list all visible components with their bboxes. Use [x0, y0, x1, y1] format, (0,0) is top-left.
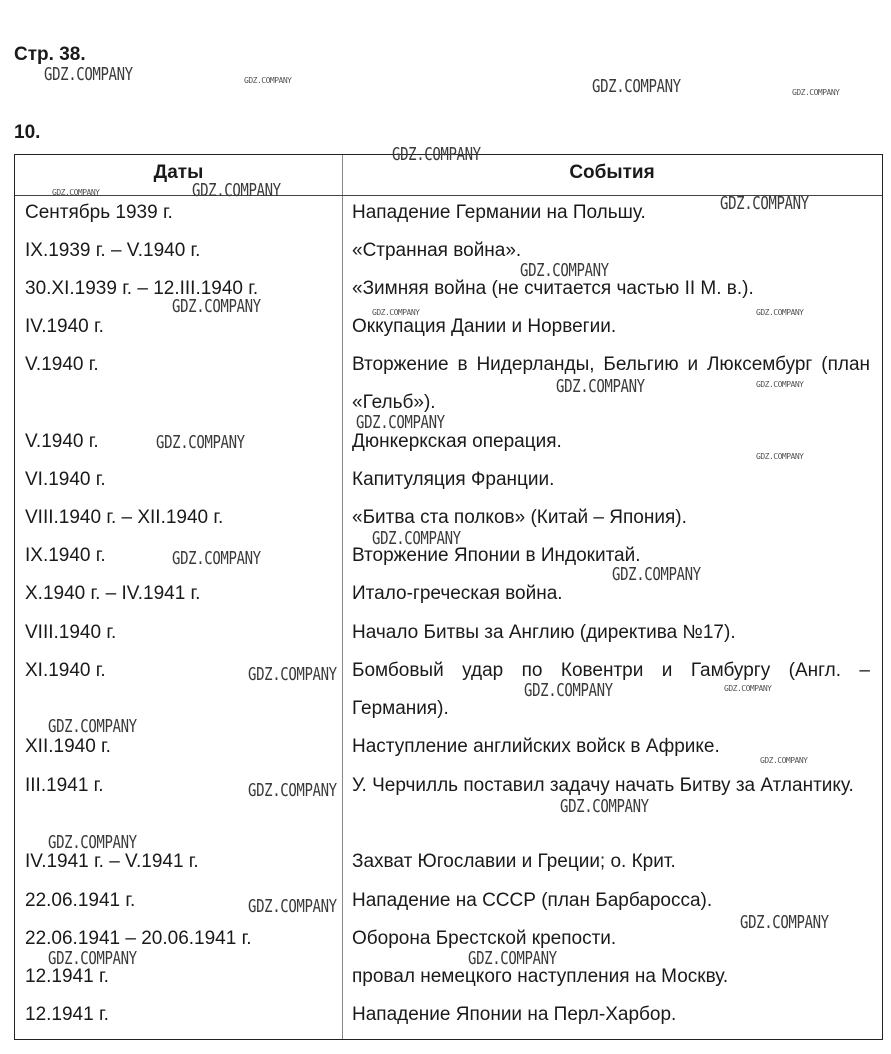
header-events: События: [569, 162, 655, 183]
watermark: GDZ.COMPANY: [244, 76, 292, 85]
row-14-event: У. Черчилль поставил задачу начать Битву за Атлантику.: [352, 775, 854, 796]
row-8-date: VIII.1940 г. – XII.1940 г.: [25, 507, 224, 528]
column-divider: [342, 155, 343, 1039]
row-9-date: IX.1940 г.: [25, 545, 106, 566]
row-1-date: Сентябрь 1939 г.: [25, 202, 173, 223]
row-8-event: «Битва ста полков» (Китай – Япония).: [352, 507, 687, 528]
row-5-event: Вторжение в Нидерланды, Бельгию и Люксембург (план «Гельб»).: [352, 354, 870, 413]
watermark: GDZ.COMPANY: [156, 432, 245, 453]
row-11-date: VIII.1940 г.: [25, 622, 117, 643]
watermark: GDZ.COMPANY: [724, 684, 772, 693]
row-17-event: Оборона Брестской крепости.: [352, 928, 617, 949]
watermark: GDZ.COMPANY: [372, 308, 420, 317]
watermark: GDZ.COMPANY: [48, 832, 137, 853]
row-12-date: XI.1940 г.: [25, 660, 106, 681]
row-19-date: 12.1941 г.: [25, 1004, 109, 1025]
row-7-date: VI.1940 г.: [25, 469, 106, 490]
task-number: 10.: [14, 122, 41, 143]
watermark: GDZ.COMPANY: [756, 380, 804, 389]
row-9-event: Вторжение Японии в Индокитай.: [352, 545, 641, 566]
watermark: GDZ.COMPANY: [792, 88, 840, 97]
row-18-event: провал немецкого наступления на Москву.: [352, 966, 729, 987]
watermark: GDZ.COMPANY: [592, 76, 681, 97]
watermark: GDZ.COMPANY: [48, 948, 137, 969]
watermark: GDZ.COMPANY: [720, 193, 809, 214]
row-18-date: 12.1941 г.: [25, 966, 109, 987]
watermark: GDZ.COMPANY: [524, 680, 613, 701]
watermark: GDZ.COMPANY: [520, 260, 609, 281]
watermark: GDZ.COMPANY: [44, 64, 133, 85]
row-13-event: Наступление английских войск в Африке.: [352, 736, 720, 757]
watermark: GDZ.COMPANY: [248, 664, 337, 685]
row-12-event: Бомбовый удар по Ковентри и Гамбургу (Англ. – Германия).: [352, 660, 870, 719]
row-6-event: Дюнкеркская операция.: [352, 431, 562, 452]
row-4-date: IV.1940 г.: [25, 316, 104, 337]
watermark: GDZ.COMPANY: [248, 780, 337, 801]
row-16-date: 22.06.1941 г.: [25, 890, 136, 911]
row-10-event: Итало-греческая война.: [352, 583, 563, 604]
row-2-date: IX.1939 г. – V.1940 г.: [25, 240, 201, 261]
watermark: GDZ.COMPANY: [52, 188, 100, 197]
watermark: GDZ.COMPANY: [612, 564, 701, 585]
watermark: GDZ.COMPANY: [48, 716, 137, 737]
watermark: GDZ.COMPANY: [392, 144, 481, 165]
row-13-date: XII.1940 г.: [25, 736, 111, 757]
watermark: GDZ.COMPANY: [356, 412, 445, 433]
watermark: GDZ.COMPANY: [248, 896, 337, 917]
watermark: GDZ.COMPANY: [172, 296, 261, 317]
row-6-date: V.1940 г.: [25, 431, 99, 452]
chronology-table: [14, 154, 883, 1040]
watermark: GDZ.COMPANY: [468, 948, 557, 969]
row-1-event: Нападение Германии на Польшу.: [352, 202, 646, 223]
row-3-event: «Зимняя война (не считается частью II М. в.).: [352, 278, 754, 299]
row-10-date: X.1940 г. – IV.1941 г.: [25, 583, 201, 604]
row-11-event: Начало Битвы за Англию (директива №17).: [352, 622, 736, 643]
page-heading: Стр. 38.: [14, 44, 86, 65]
row-16-event: Нападение на СССР (план Барбаросса).: [352, 890, 713, 911]
watermark: GDZ.COMPANY: [760, 756, 808, 765]
watermark: GDZ.COMPANY: [556, 376, 645, 397]
row-5-date: V.1940 г.: [25, 354, 99, 375]
row-15-event: Захват Югославии и Греции; о. Крит.: [352, 851, 676, 872]
row-4-event: Оккупация Дании и Норвегии.: [352, 316, 617, 337]
watermark: GDZ.COMPANY: [756, 308, 804, 317]
watermark: GDZ.COMPANY: [740, 912, 829, 933]
row-19-event: Нападение Японии на Перл-Харбор.: [352, 1004, 677, 1025]
watermark: GDZ.COMPANY: [372, 528, 461, 549]
header-dates: Даты: [153, 162, 204, 183]
watermark: GDZ.COMPANY: [172, 548, 261, 569]
watermark: GDZ.COMPANY: [560, 796, 649, 817]
row-2-event: «Странная война».: [352, 240, 522, 261]
watermark: GDZ.COMPANY: [756, 452, 804, 461]
row-7-event: Капитуляция Франции.: [352, 469, 555, 490]
row-15-date: IV.1941 г. – V.1941 г.: [25, 851, 199, 872]
row-3-date: 30.XI.1939 г. – 12.III.1940 г.: [25, 278, 259, 299]
row-14-date: III.1941 г.: [25, 775, 104, 796]
row-17-date: 22.06.1941 – 20.06.1941 г.: [25, 928, 252, 949]
watermark: GDZ.COMPANY: [192, 180, 281, 201]
